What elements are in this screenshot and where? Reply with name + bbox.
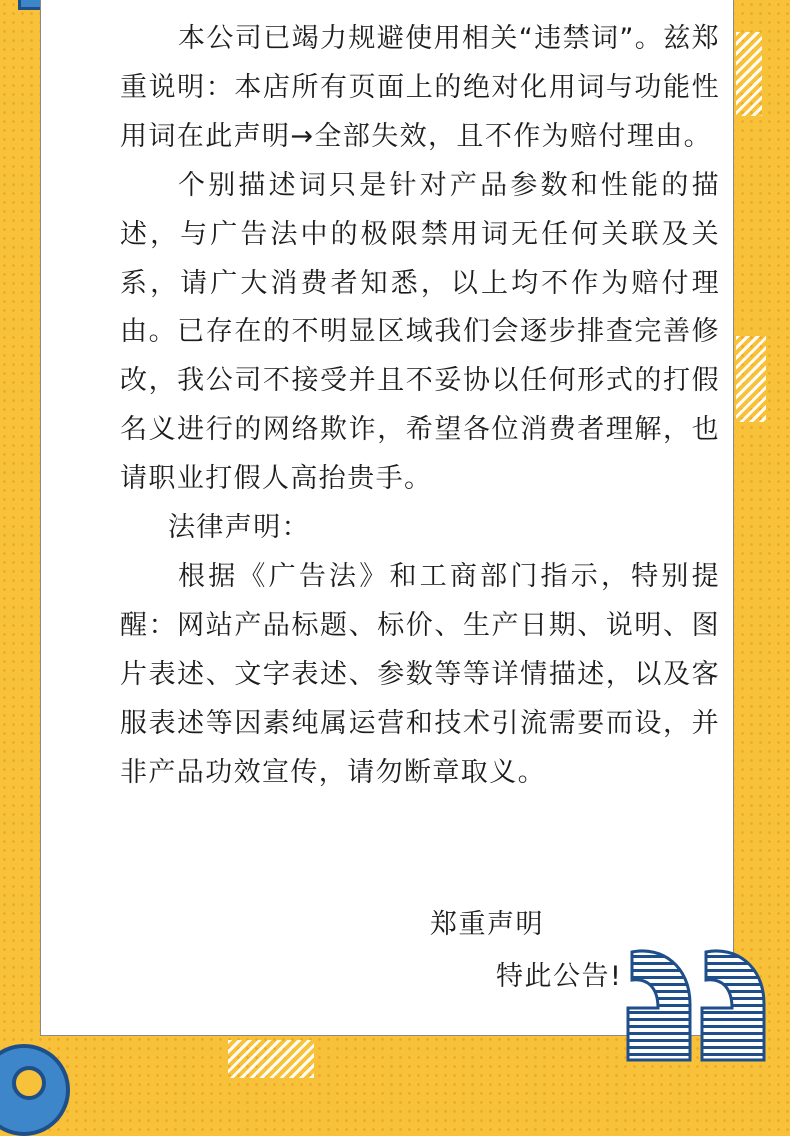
notice-paragraph-1: 本公司已竭力规避使用相关“违禁词”。兹郑重说明：本店所有页面上的绝对化用词与功能性用词在此声明→全部失效，且不作为赔付理由。: [120, 23, 720, 152]
sign-line-1: 郑重声明: [430, 909, 544, 940]
legal-body: 根据《广告法》和工商部门指示，特别提醒：网站产品标题、标价、生产日期、说明、图片表述、文字表述、参数等等详情描述，以及客服表述等因素纯属运营和技术引流需要而设，并非产品功效宣传，请勿断章取义。: [120, 560, 720, 788]
stripe-patch-bottom: [228, 1040, 314, 1078]
notice-text: [120, 15, 720, 798]
stripe-patch-right-top: [736, 32, 762, 116]
sign-line-2: 特此公告!: [496, 961, 623, 992]
legal-heading: 法律声明：: [168, 512, 310, 544]
closing-quote-icon: [618, 944, 778, 1064]
notice-paragraph-2: 个别描述词只是针对产品参数和性能的描述，与广告法中的极限禁用词无任何关联及关系，请广大消费者知悉，以上均不作为赔付理由。已存在的不明显区域我们会逐步排查完善修改，我公司不接受并且不妥协以任何形式的打假名义进行的网络欺诈，希望各位消费者理解，也请职业打假人高抬贵手。: [120, 169, 720, 495]
stripe-patch-right-mid: [736, 336, 766, 422]
corner-circle-decoration: [0, 1044, 70, 1136]
